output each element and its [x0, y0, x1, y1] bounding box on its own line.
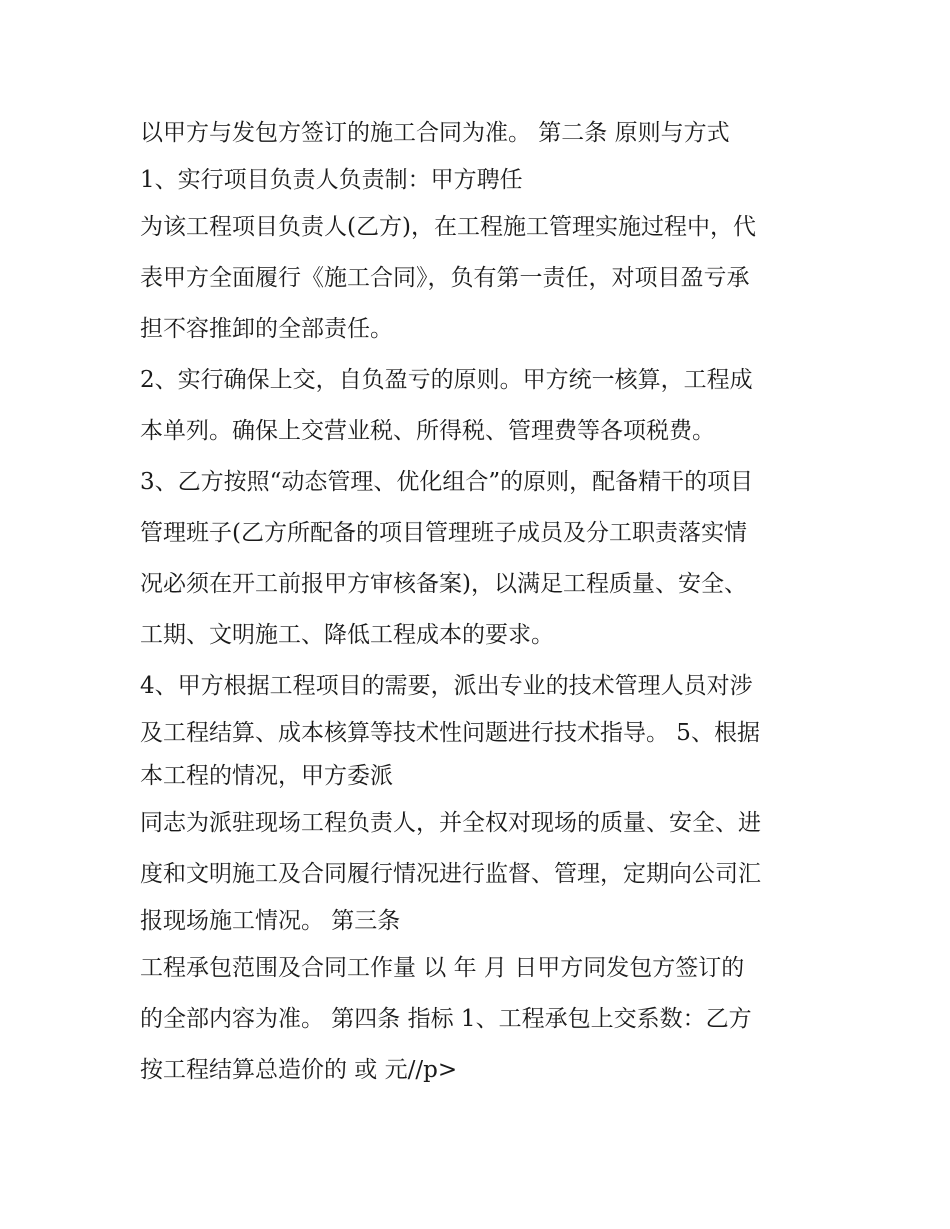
text-line: 1、实行项目负责人负责制：甲方聘任 — [140, 167, 523, 193]
text-line: 管理班子(乙方所配备的项目管理班子成员及分工职责落实情 — [140, 520, 747, 546]
text-line: 本单列。确保上交营业税、所得税、管理费等各项税费。 — [140, 418, 715, 444]
text-line: 2、实行确保上交，自负盈亏的原则。甲方统一核算，工程成 — [140, 367, 753, 393]
text-line: 工期、文明施工、降低工程成本的要求。 — [140, 622, 554, 648]
text-line: 按工程结算总造价的 或 元//p> — [140, 1057, 458, 1083]
text-line: 的全部内容为准。 第四条 指标 1、工程承包上交系数：乙方 — [140, 1006, 752, 1032]
text-line: 以甲方与发包方签订的施工合同为准。 第二条 原则与方式 — [140, 120, 730, 146]
text-line: 担不容推卸的全部责任。 — [140, 316, 393, 342]
contract-text-body — [140, 108, 820, 1096]
text-line: 表甲方全面履行《施工合同》，负有第一责任，对项目盈亏承 — [140, 265, 750, 291]
text-line: 及工程结算、成本核算等技术性问题进行技术指导。 5、根据 — [140, 720, 760, 746]
text-line: 工程承包范围及合同工作量 以 年 月 日甲方同发包方签订的 — [140, 955, 745, 981]
text-line: 报现场施工情况。 第三条 — [140, 908, 401, 934]
text-line: 同志为派驻现场工程负责人，并全权对现场的质量、安全、进 — [140, 810, 761, 836]
text-line: 3、乙方按照“动态管理、优化组合”的原则，配备精干的项目 — [140, 469, 754, 495]
text-line: 为该工程项目负责人(乙方)，在工程施工管理实施过程中，代 — [140, 214, 756, 240]
text-line: 况必须在开工前报甲方审核备案)，以满足工程质量、安全、 — [140, 571, 747, 597]
text-line: 4、甲方根据工程项目的需要，派出专业的技术管理人员对涉 — [140, 673, 753, 699]
text-line: 度和文明施工及合同履行情况进行监督、管理，定期向公司汇 — [140, 861, 761, 887]
text-line: 本工程的情况，甲方委派 — [140, 763, 393, 789]
